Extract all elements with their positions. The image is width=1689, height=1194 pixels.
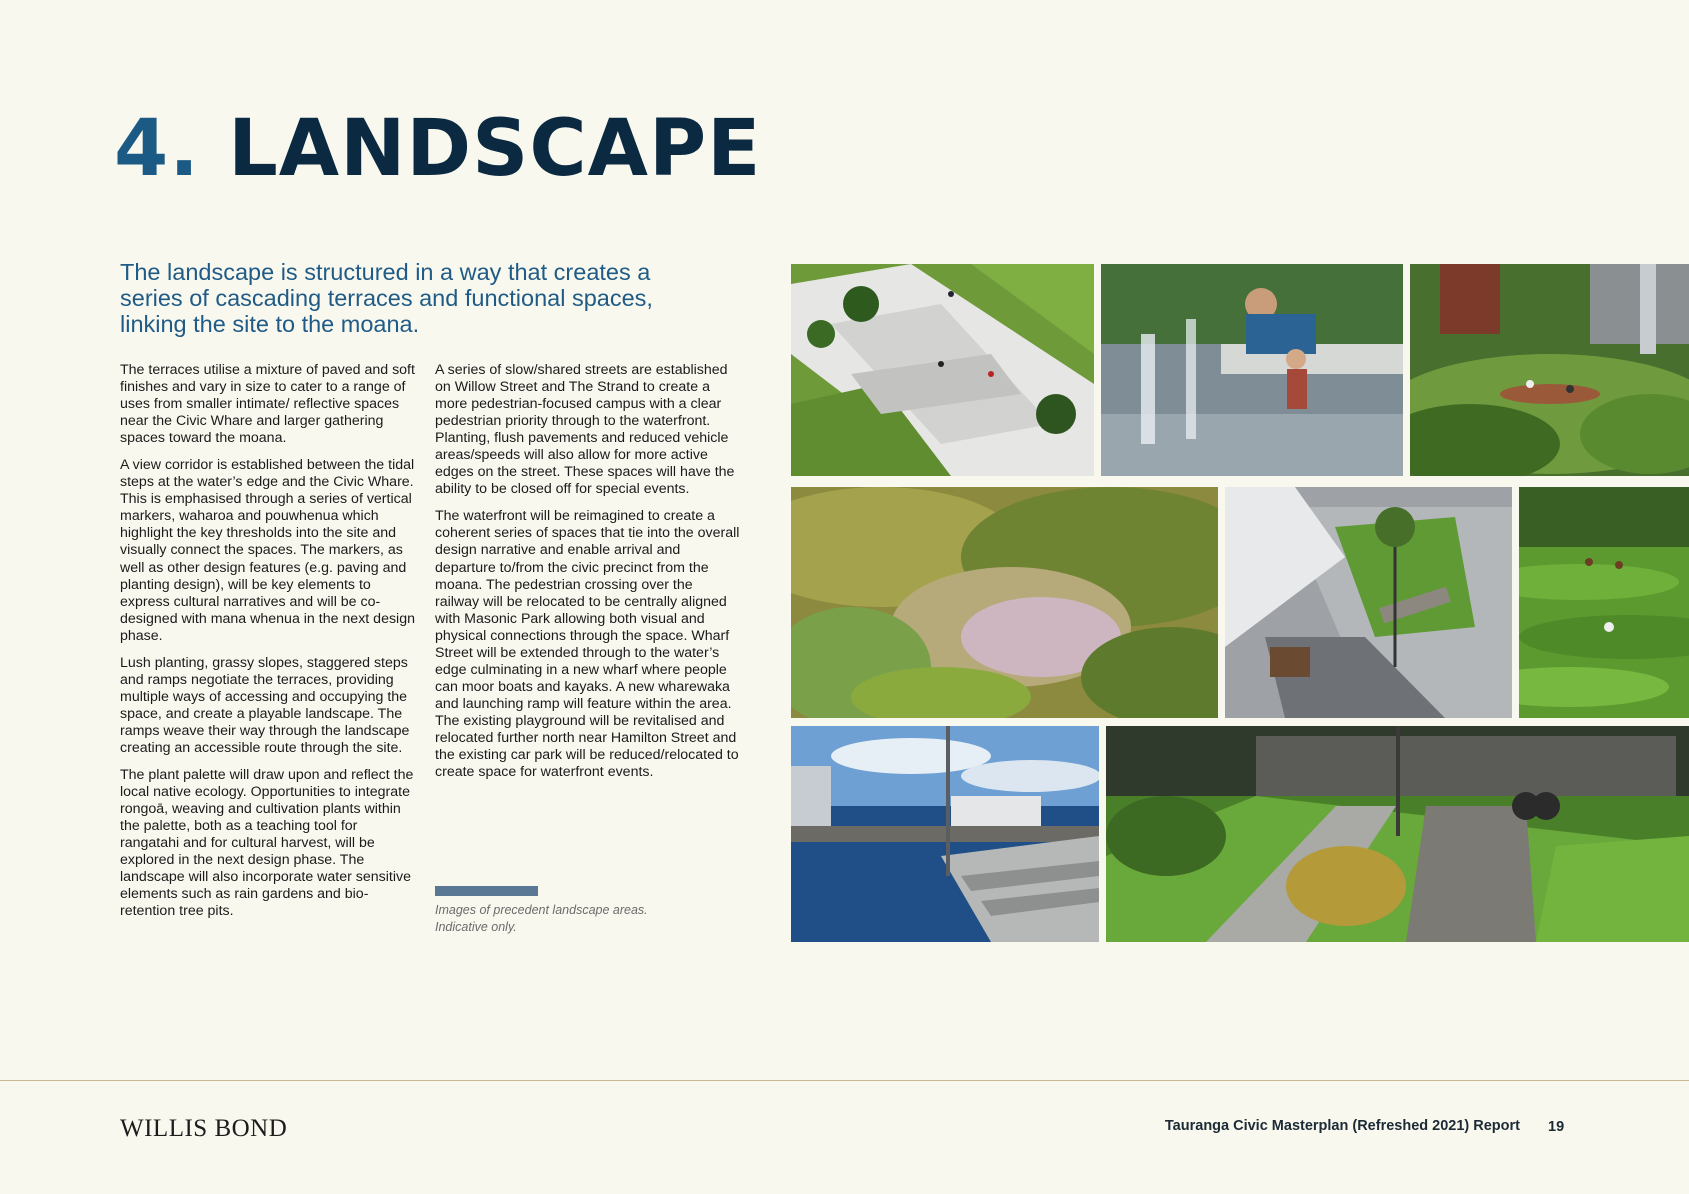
- section-title: LANDSCAPE: [228, 104, 762, 194]
- body-paragraph: The waterfront will be reimagined to create a coherent series of spaces that tie into the overall design narrative and enable arrival and departure to/from the civic precinct from the moana. The pedestrian crossing over the railway will be relocated to be centrally aligned with Masonic Park allowing both visual and physical connections through the space. Wharf Street will be extended through to the water’s edge culminating in a new wharf where people can moor boats and kayaks. A new wharewaka and launching ramp will feature within the area. The existing playground will be revitalised and relocated further north near Hamilton Street and the existing car park will be reduced/relocated to create space for waterfront events.: [435, 508, 740, 781]
- body-paragraph: A view corridor is established between the tidal steps at the water’s edge and the Civic Whare. This is emphasised through a series of vertical markers, waharoa and pouwhenua which highlight the key thresholds into the site and visually connect the spaces. The markers, as well as other design features (e.g. paving and planting design), will be key elements to express cultural narratives and will be co-designed with mana whenua in the next design phase.: [120, 457, 415, 644]
- photo-water-fountain: [1101, 264, 1403, 476]
- photo-park-lawn: [1410, 264, 1689, 476]
- right-text-column: [435, 362, 740, 791]
- page-title: [114, 104, 761, 194]
- photo-paved-courtyard: [1225, 487, 1512, 718]
- body-paragraph: The terraces utilise a mixture of paved and soft finishes and vary in size to cater to a range of uses from smaller intimate/ reflective spaces near the Civic Whare and larger gathering spaces toward the moana.: [120, 362, 415, 447]
- image-caption: Images of precedent landscape areas. Indicative only.: [435, 903, 648, 934]
- photo-grass-mounds: [1519, 487, 1689, 718]
- body-paragraph: The plant palette will draw upon and reflect the local native ecology. Opportunities to integrate rongoā, weaving and cultivation plants within the palette, both as a teaching tool for rangatahi and for cultural harvest, will be explored in the next design phase. The landscape will also incorporate water sensitive elements such as rain gardens and bio-retention tree pits.: [120, 767, 414, 920]
- photo-terraced-steps: [791, 264, 1094, 476]
- caption-accent-bar: [435, 886, 538, 896]
- report-title: Tauranga Civic Masterplan (Refreshed 2021) Report: [1164, 1118, 1520, 1134]
- body-paragraph: A series of slow/shared streets are established on Willow Street and The Strand to create a more pedestrian-focused campus with a clear pedestrian priority through to the waterfront. Planting, flush pavements and reduced vehicle areas/speeds will also allow for more active edges on the street. These spaces will have the ability to be closed off for special events.: [435, 362, 735, 498]
- footer-divider: [0, 1080, 1689, 1081]
- photo-waterfront-steps: [791, 726, 1099, 942]
- body-paragraph: Lush planting, grassy slopes, staggered steps and ramps negotiate the terraces, providing multiple ways of accessing and occupying the space, and create a playable landscape. The ramps weave their way through the landscape creating an accessible route through the site.: [120, 654, 410, 756]
- photo-ramp-gabion: [1106, 726, 1689, 942]
- left-text-column: [120, 362, 420, 930]
- page-number: 19: [1548, 1119, 1565, 1135]
- photo-native-grasses: [791, 487, 1218, 718]
- section-number: 4.: [114, 104, 200, 194]
- brand-logo: WILLIS BOND: [120, 1115, 288, 1142]
- intro-paragraph: The landscape is structured in a way that creates a series of cascading terraces and functional spaces, linking the site to the moana.: [120, 259, 653, 337]
